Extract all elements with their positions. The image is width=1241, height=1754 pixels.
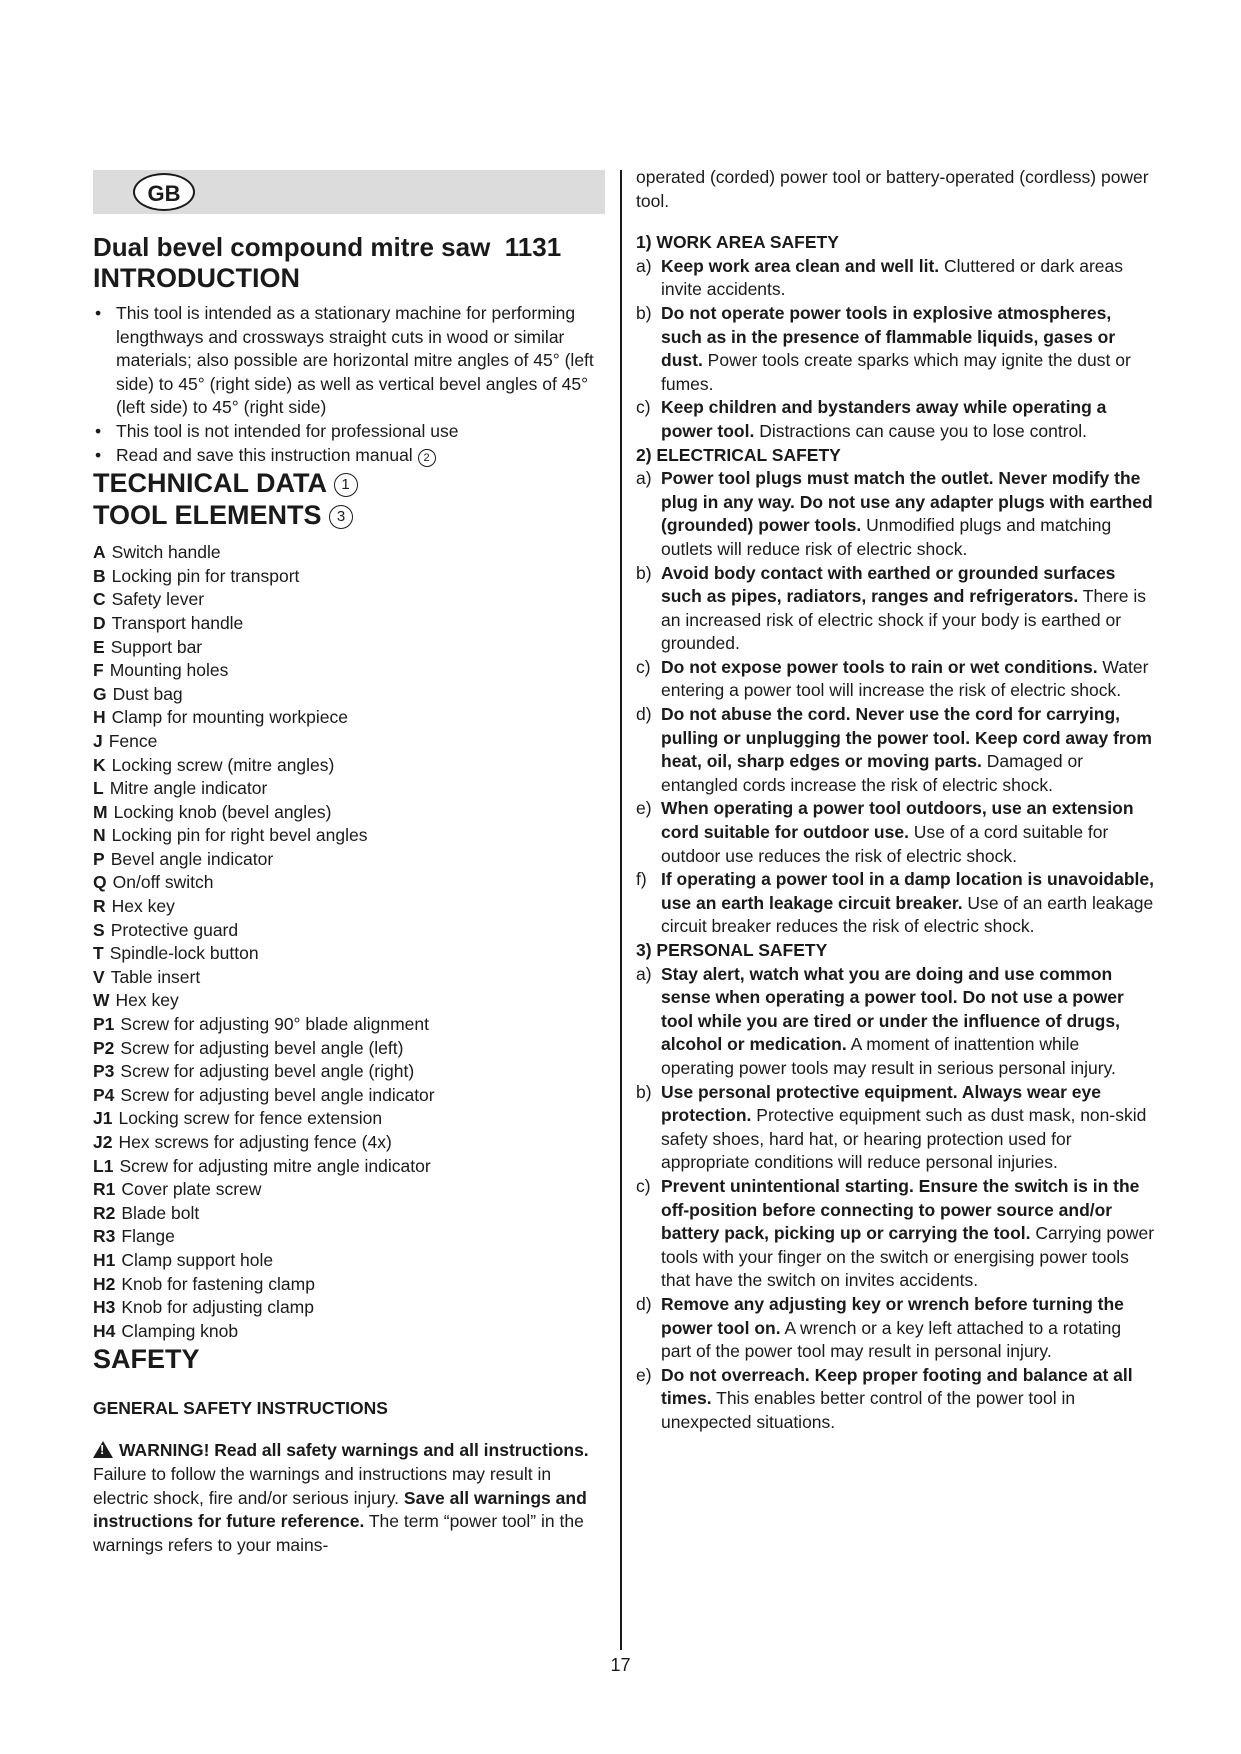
safety-item [636, 1175, 1156, 1293]
tool-element-label: Bevel angle indicator [110, 848, 274, 869]
tool-element-code: R1 [93, 1179, 116, 1200]
tool-elements-list [93, 541, 605, 1343]
tool-element-label: Fence [108, 730, 158, 751]
tool-element-label: Clamp for mounting workpiece [111, 707, 348, 728]
tool-element-label: Locking knob (bevel angles) [113, 801, 332, 822]
tool-element-code: Q [93, 872, 107, 893]
safety-item-text: Protective equipment such as dust mask, non-skid safety shoes, hard hat, or hearing protection used for appropriate conditions will reduce personal injuries. [661, 1105, 1147, 1173]
safety-item-text: Distractions can cause you to lose control. [754, 420, 1087, 441]
safety-item [636, 562, 1156, 656]
list-item: • This tool is intended as a stationary machine for performing lengthways and crossways straight cuts in wood or similar materials; also possible are horizontal mitre angles of 45° (left side) to 45° (right side) as well as vertical bevel angles of 45° (left side) to 45° (right side) [93, 302, 605, 420]
tool-element-item [93, 1060, 605, 1084]
tool-element-item [93, 706, 605, 730]
safety-item-bold: Keep children and bystanders away while operating a power tool. [661, 397, 1107, 441]
technical-data-heading: TECHNICAL DATA 1 [93, 467, 605, 499]
safety-item [636, 467, 1156, 561]
safety-item [636, 868, 1156, 939]
tool-element-item [93, 565, 605, 589]
tool-element-code: G [93, 683, 107, 704]
safety-item-text: A wrench or a key left attached to a rotating part of the power tool may result in personal injury. [661, 1317, 1122, 1362]
tool-element-code: V [93, 966, 105, 987]
tool-element-label: Transport handle [111, 612, 244, 633]
tool-element-code: H4 [93, 1320, 116, 1341]
warning-paragraph: !WARNING! Read all safety warnings and all instructions. Failure to follow the warnings and instructions may result in electric shock, fire and/or serious injury. Save all warnings and instructions for future reference. The term “power tool” in the warnings refers to your mains- [93, 1439, 605, 1557]
tool-element-item [93, 1225, 605, 1249]
tool-element-label: Spindle-lock button [109, 943, 259, 964]
safety-item-bold: Stay alert, watch what you are doing and use common sense when operating a power tool. Do not use a power tool while you are tired or under the influence of drugs, alcohol or medication. [661, 963, 1124, 1055]
tool-element-label: Screw for adjusting bevel angle indicator [120, 1084, 435, 1105]
tool-element-code: B [93, 565, 106, 586]
tool-element-code: R3 [93, 1226, 116, 1247]
safety-item-bold: Do not overreach. Keep proper footing and balance at all times. [661, 1364, 1133, 1409]
tool-element-item [93, 801, 605, 825]
tool-element-item [93, 1037, 605, 1061]
tool-element-item [93, 1320, 605, 1344]
safety-item [636, 255, 1156, 302]
safety-item-bold: Avoid body contact with earthed or grounded surfaces such as pipes, radiators, ranges and refrigerators. [661, 562, 1116, 607]
safety-item-bold: Keep work area clean and well lit. [661, 255, 940, 276]
tool-element-code: N [93, 825, 106, 846]
safety-item-label: d) [636, 704, 652, 725]
figure-ref-icon: 2 [418, 449, 436, 467]
tool-element-code: H3 [93, 1297, 116, 1318]
tool-element-label: Clamping knob [121, 1320, 239, 1341]
introduction-list [93, 302, 605, 467]
safety-item [636, 703, 1156, 797]
tool-element-item [93, 1249, 605, 1273]
tool-element-label: Hex screws for adjusting fence (4x) [118, 1132, 392, 1152]
safety-item-label: d) [636, 1293, 652, 1314]
tool-element-item [93, 1084, 605, 1108]
tool-element-code: J [93, 730, 103, 751]
safety-item-label: a) [636, 963, 652, 984]
safety-item-label: a) [636, 468, 652, 489]
tool-element-code: W [93, 990, 110, 1011]
safety-item [636, 797, 1156, 868]
language-badge: GB [133, 173, 195, 211]
tool-element-code: D [93, 612, 106, 633]
safety-item-label: c) [636, 656, 651, 677]
tool-element-item [93, 848, 605, 872]
column-divider [620, 170, 622, 1650]
tool-element-code: L1 [93, 1155, 114, 1176]
tool-element-item [93, 1107, 605, 1131]
figure-ref-icon: 1 [334, 473, 358, 497]
safety-item-label: b) [636, 302, 652, 323]
tool-element-code: H1 [93, 1249, 116, 1270]
tool-element-label: Flange [121, 1226, 175, 1247]
tool-element-item [93, 895, 605, 919]
safety-section-heading: 3) PERSONAL SAFETY [636, 940, 828, 960]
safety-item-bold: Use personal protective equipment. Always wear eye protection. [661, 1081, 1101, 1126]
tool-element-label: Hex key [111, 896, 175, 917]
safety-item-text: Power tools create sparks which may ignite the dust or fumes. [661, 350, 1131, 394]
safety-section-heading: 2) ELECTRICAL SAFETY [636, 444, 841, 465]
tool-element-item [93, 777, 605, 801]
tool-element-item [93, 942, 605, 966]
tool-element-item [93, 588, 605, 612]
tool-element-item [93, 1202, 605, 1226]
tool-element-code: E [93, 636, 105, 657]
tool-element-code: F [93, 660, 104, 681]
tool-element-code: P4 [93, 1084, 115, 1105]
safety-item-text: Use of a cord suitable for outdoor use reduces the risk of electric shock. [661, 822, 1109, 866]
tool-element-label: Screw for adjusting mitre angle indicator [119, 1155, 431, 1176]
list-item: • This tool is not intended for professional use [93, 420, 605, 444]
tool-element-code: A [93, 542, 106, 563]
safety-item-text: Use of an earth leakage circuit breaker reduces the risk of electric shock. [661, 892, 1154, 937]
safety-item [636, 1364, 1156, 1435]
tool-element-label: Blade bolt [121, 1202, 200, 1223]
safety-section-heading: 1) WORK AREA SAFETY [636, 232, 839, 253]
safety-item-text: Unmodified plugs and matching outlets will reduce risk of electric shock. [661, 515, 1112, 559]
figure-ref-icon: 3 [329, 505, 353, 529]
safety-item [636, 1081, 1156, 1175]
tool-element-code: R2 [93, 1202, 116, 1223]
safety-item-text: There is an increased risk of electric shock if your body is earthed or grounded. [661, 586, 1146, 654]
tool-element-code: T [93, 943, 104, 964]
safety-item-bold: Remove any adjusting key or wrench before turning the power tool on. [661, 1293, 1124, 1338]
tool-element-item [93, 966, 605, 990]
tool-element-item [93, 1273, 605, 1297]
tool-element-label: Cover plate screw [121, 1179, 262, 1200]
safety-item-bold: When operating a power tool outdoors, use an extension cord suitable for outdoor use. [661, 798, 1134, 843]
introduction-heading: INTRODUCTION [93, 263, 300, 293]
language-bar [93, 170, 605, 214]
tool-element-code: J1 [93, 1108, 113, 1129]
tool-element-label: Screw for adjusting bevel angle (right) [120, 1061, 415, 1082]
tool-element-label: Protective guard [110, 919, 239, 940]
tool-element-label: Safety lever [111, 589, 205, 610]
tool-element-item [93, 636, 605, 660]
tool-element-item [93, 1178, 605, 1202]
tool-element-code: M [93, 801, 108, 822]
tool-elements-heading: TOOL ELEMENTS 3 [93, 499, 605, 531]
safety-item-label: c) [636, 1175, 651, 1196]
safety-item-text: This enables better control of the power tool in unexpected situations. [661, 1388, 1076, 1432]
safety-item-label: e) [636, 1364, 652, 1385]
safety-item-label: f) [636, 869, 647, 890]
tool-element-code: K [93, 754, 106, 775]
tool-element-item [93, 612, 605, 636]
safety-item-bold: Do not expose power tools to rain or wet conditions. [661, 656, 1098, 677]
tool-element-label: Locking screw for fence extension [118, 1108, 383, 1129]
tool-element-label: On/off switch [112, 872, 214, 893]
tool-element-label: Clamp support hole [121, 1249, 274, 1270]
safety-item-label: c) [636, 397, 651, 418]
tool-element-item [93, 659, 605, 683]
tool-element-label: Locking pin for transport [111, 565, 300, 586]
right-column [636, 166, 1156, 1434]
tool-element-label: Dust bag [112, 683, 183, 704]
tool-element-item [93, 871, 605, 895]
safety-item-bold: Prevent unintentional starting. Ensure the switch is in the off-position before connecting to power source and/or battery pack, picking up or carrying the tool. [661, 1175, 1140, 1244]
continuation-text: operated (corded) power tool or battery-operated (cordless) power tool. [636, 167, 1149, 211]
page-title: Dual bevel compound mitre saw 1131 [93, 232, 562, 262]
tool-element-code: P [93, 848, 105, 869]
tool-element-code: P1 [93, 1014, 115, 1035]
tool-element-label: Mitre angle indicator [109, 778, 268, 799]
safety-item-text: Damaged or entangled cords increase the risk of electric shock. [661, 751, 1084, 795]
tool-element-label: Hex key [115, 990, 179, 1011]
tool-element-item [93, 989, 605, 1013]
tool-element-code: H2 [93, 1273, 116, 1294]
safety-item [636, 1293, 1156, 1364]
general-safety-heading: GENERAL SAFETY INSTRUCTIONS [93, 1398, 388, 1419]
safety-item [636, 396, 1156, 443]
safety-item-label: b) [636, 1081, 652, 1102]
list-item: • Read and save this instruction manual 2 [93, 444, 605, 468]
tool-element-label: Support bar [110, 636, 203, 657]
safety-item-text: Carrying power tools with your finger on the switch or energising power tools that have the switch on invites accidents. [661, 1223, 1155, 1291]
safety-item-text: Cluttered or dark areas invite accidents. [661, 255, 1124, 300]
tool-element-label: Screw for adjusting 90° blade alignment [120, 1014, 429, 1035]
tool-element-item [93, 1296, 605, 1320]
tool-element-code: H [93, 707, 106, 728]
left-column [93, 170, 605, 1557]
tool-element-label: Locking pin for right bevel angles [111, 825, 368, 846]
tool-element-item [93, 683, 605, 707]
tool-element-item [93, 730, 605, 754]
tool-element-code: P3 [93, 1061, 115, 1082]
safety-item-bold: Do not operate power tools in explosive atmospheres, such as in the presence of flammable liquids, gases or dust. [661, 302, 1116, 371]
tool-element-code: L [93, 778, 104, 799]
tool-element-label: Locking screw (mitre angles) [111, 754, 335, 775]
safety-item [636, 302, 1156, 396]
safety-item-label: e) [636, 798, 652, 819]
safety-item-text: A moment of inattention while operating power tools may result in serious personal injury. [661, 1034, 1116, 1078]
warning-icon [93, 1441, 113, 1458]
tool-element-label: Screw for adjusting bevel angle (left) [120, 1037, 404, 1058]
tool-element-label: Knob for adjusting clamp [121, 1297, 314, 1318]
safety-item [636, 656, 1156, 703]
tool-element-label: Table insert [110, 966, 201, 987]
tool-element-item [93, 754, 605, 778]
tool-element-code: S [93, 919, 105, 940]
tool-element-label: Knob for fastening clamp [121, 1273, 315, 1294]
tool-element-item [93, 1131, 605, 1155]
safety-item-bold: If operating a power tool in a damp location is unavoidable, use an earth leakage circuit breaker. [661, 869, 1154, 913]
safety-heading: SAFETY [93, 1344, 200, 1375]
safety-item-bold: Do not abuse the cord. Never use the cord for carrying, pulling or unplugging the power tool. Keep cord away from heat, oil, sharp edges or moving parts. [661, 704, 1152, 772]
tool-element-item [93, 1155, 605, 1179]
safety-item-text: Water entering a power tool will increase the risk of electric shock. [661, 656, 1149, 701]
tool-element-code: R [93, 896, 106, 917]
tool-element-label: Switch handle [111, 542, 221, 563]
tool-element-item [93, 541, 605, 565]
tool-element-code: C [93, 589, 106, 610]
safety-item-label: b) [636, 562, 652, 583]
safety-item-bold: Power tool plugs must match the outlet. Never modify the plug in any way. Do not use any adapter plugs with earthed (grounded) power tools. [661, 468, 1153, 536]
tool-element-item [93, 824, 605, 848]
safety-item [636, 963, 1156, 1081]
tool-element-item [93, 1013, 605, 1037]
page-number: 17 [610, 1655, 631, 1675]
tool-element-item [93, 919, 605, 943]
tool-element-label: Mounting holes [109, 660, 229, 681]
tool-element-code: P2 [93, 1037, 115, 1058]
safety-item-label: a) [636, 255, 652, 276]
tool-element-code: J2 [93, 1132, 113, 1152]
